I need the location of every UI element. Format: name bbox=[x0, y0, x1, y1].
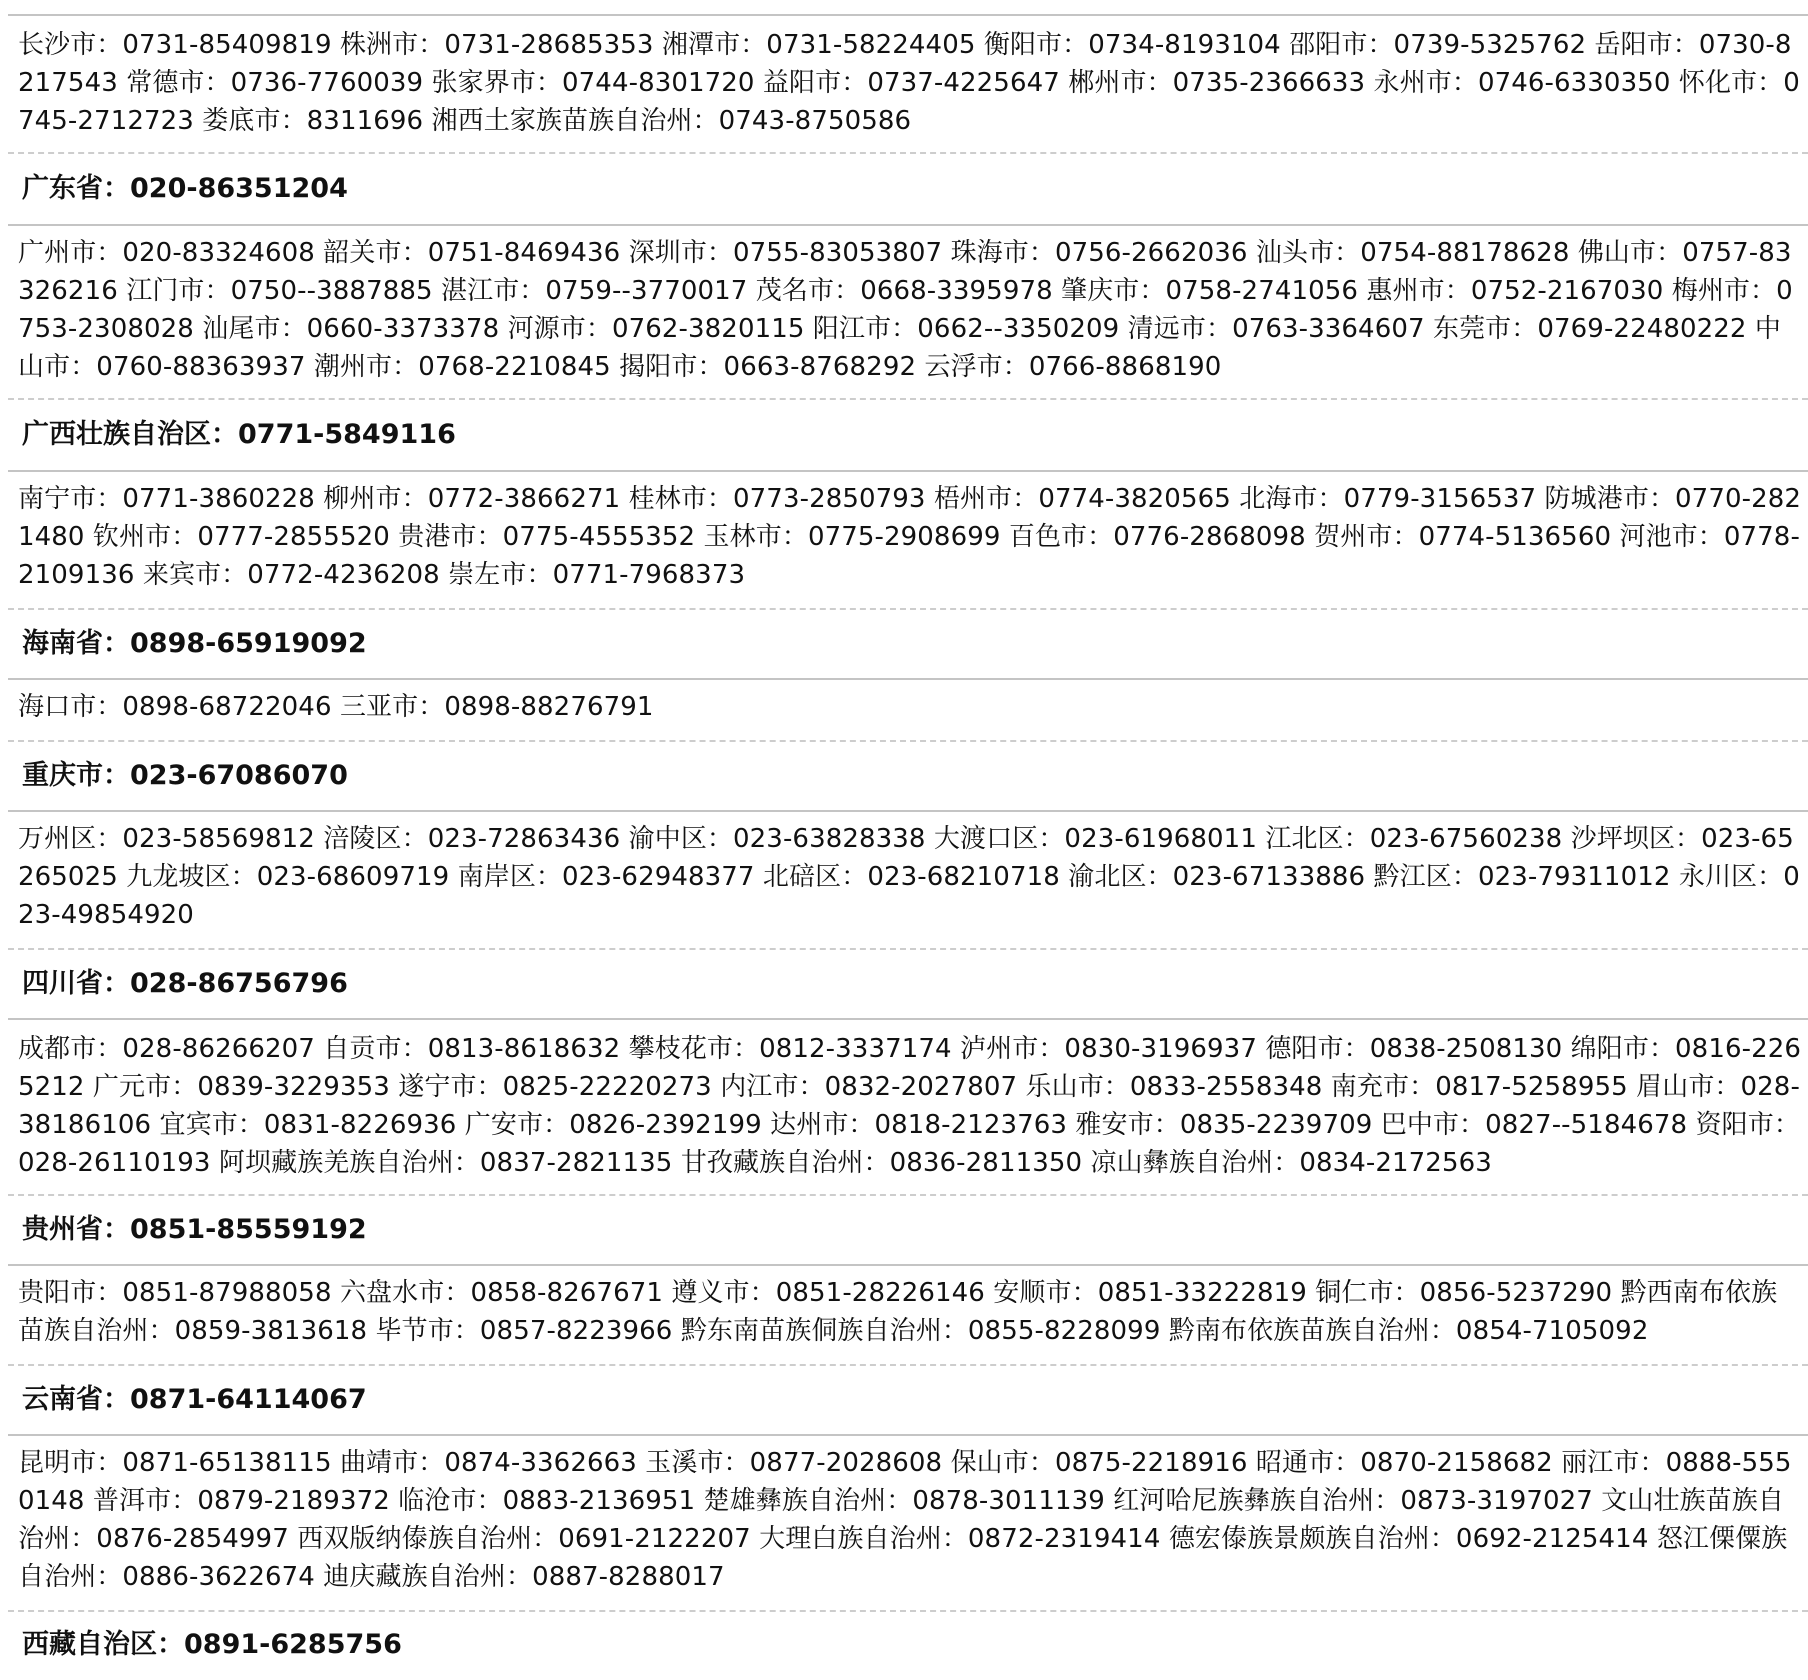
chongqing-heading bbox=[22, 757, 348, 795]
guangdong-cities-row bbox=[8, 226, 1808, 400]
sichuan-cities-row bbox=[8, 1020, 1808, 1196]
province-phone: 0871-64114067 bbox=[130, 1384, 367, 1415]
guangdong-heading bbox=[22, 170, 348, 208]
hunan-cities-text: 长沙市：0731-85409819 株洲市：0731-28685353 湘潭市：0731-58224405 衡阳市：0734-8193104 邵阳市：0739-5325762 岳阳市：0730-8217543 常德市：0736-7760039 张家界市：0744-8301720 益阳市：0737-4225647 郴州市：0735-2366633 永州市：0746-6330350 怀化市：0745-2712723 娄底市：8311696 湘西土家族苗族自治州：0743-8750586 bbox=[18, 30, 1800, 136]
hainan-header-row bbox=[8, 610, 1808, 680]
sichuan-cities-text: 成都市：028-86266207 自贡市：0813-8618632 攀枝花市：0812-3337174 泸州市：0830-3196937 德阳市：0838-2508130 绵阳市：0816-2265212 广元市：0839-3229353 遂宁市：0825-22220273 内江市：0832-2027807 乐山市：0833-2558348 南充市：0817-5258955 眉山市：028-38186106 宜宾市：0831-8226936 广安市：0826-2392199 达州市：0818-2123763 雅安市：0835-2239709 巴中市：0827--5184678 资阳市：028-26110193 阿坝藏族羌族自治州：0837-2821135 甘孜藏族自治州：0836-2811350 凉山彝族自治州：0834-2172563 bbox=[18, 1034, 1802, 1178]
province-phone: 020-86351204 bbox=[130, 173, 348, 204]
guangxi-cities-row bbox=[8, 472, 1808, 610]
guizhou-heading bbox=[22, 1211, 367, 1249]
province-phone: 0891-6285756 bbox=[184, 1629, 402, 1660]
hainan-heading bbox=[22, 625, 367, 663]
province-name: 海南省： bbox=[22, 628, 130, 659]
province-name: 广东省： bbox=[22, 173, 130, 204]
guangxi-heading bbox=[22, 416, 456, 454]
hainan-cities-text: 海口市：0898-68722046 三亚市：0898-88276791 bbox=[18, 692, 654, 722]
province-name: 四川省： bbox=[22, 968, 130, 999]
chongqing-header-row bbox=[8, 742, 1808, 812]
sichuan-header-row bbox=[8, 950, 1808, 1020]
province-phone: 023-67086070 bbox=[130, 760, 348, 791]
guangdong-header-row bbox=[8, 154, 1808, 226]
province-name: 重庆市： bbox=[22, 760, 130, 791]
province-name: 贵州省： bbox=[22, 1214, 130, 1245]
province-phone: 0771-5849116 bbox=[238, 419, 456, 450]
yunnan-heading bbox=[22, 1381, 367, 1419]
tibet-header-row bbox=[8, 1612, 1808, 1680]
guangxi-header-row bbox=[8, 400, 1808, 472]
province-name: 云南省： bbox=[22, 1384, 130, 1415]
province-phone: 0898-65919092 bbox=[130, 628, 367, 659]
hainan-cities-row bbox=[8, 680, 1808, 742]
hunan-cities-row bbox=[8, 16, 1808, 154]
sichuan-heading bbox=[22, 965, 348, 1003]
province-phone: 028-86756796 bbox=[130, 968, 348, 999]
yunnan-cities-row bbox=[8, 1436, 1808, 1612]
yunnan-header-row bbox=[8, 1366, 1808, 1436]
yunnan-cities-text: 昆明市：0871-65138115 曲靖市：0874-3362663 玉溪市：0877-2028608 保山市：0875-2218916 昭通市：0870-2158682 丽江市：0888-5550148 普洱市：0879-2189372 临沧市：0883-2136951 楚雄彝族自治州：0878-3011139 红河哈尼族彝族自治州：0873-3197027 文山壮族苗族自治州：0876-2854997 西双版纳傣族自治州：0691-2122207 大理白族自治州：0872-2319414 德宏傣族景颇族自治州：0692-2125414 怒江傈僳族自治州：0886-3622674 迪庆藏族自治州：0887-8288017 bbox=[18, 1448, 1792, 1592]
chongqing-cities-text: 万州区：023-58569812 涪陵区：023-72863436 渝中区：023-63828338 大渡口区：023-61968011 江北区：023-67560238 沙坪坝区：023-65265025 九龙坡区：023-68609719 南岸区：023-62948377 北碚区：023-68210718 渝北区：023-67133886 黔江区：023-79311012 永川区：023-49854920 bbox=[18, 824, 1800, 930]
guizhou-cities-text: 贵阳市：0851-87988058 六盘水市：0858-8267671 遵义市：0851-28226146 安顺市：0851-33222819 铜仁市：0856-5237290 黔西南布依族苗族自治州：0859-3813618 毕节市：0857-8223966 黔东南苗族侗族自治州：0855-8228099 黔南布依族苗族自治州：0854-7105092 bbox=[18, 1278, 1778, 1346]
guizhou-cities-row bbox=[8, 1266, 1808, 1366]
tibet-heading bbox=[22, 1626, 402, 1664]
province-phone: 0851-85559192 bbox=[130, 1214, 367, 1245]
province-name: 广西壮族自治区： bbox=[22, 419, 238, 450]
guizhou-header-row bbox=[8, 1196, 1808, 1266]
guangdong-cities-text: 广州市：020-83324608 韶关市：0751-8469436 深圳市：0755-83053807 珠海市：0756-2662036 汕头市：0754-88178628 佛山市：0757-83326216 江门市：0750--3887885 湛江市：0759--3770017 茂名市：0668-3395978 肇庆市：0758-2741056 惠州市：0752-2167030 梅州市：0753-2308028 汕尾市：0660-3373378 河源市：0762-3820115 阳江市：0662--3350209 清远市：0763-3364607 东莞市：0769-22480222 中山市：0760-88363937 潮州市：0768-2210845 揭阳市：0663-8768292 云浮市：0766-8868190 bbox=[18, 238, 1793, 382]
chongqing-cities-row bbox=[8, 812, 1808, 950]
guangxi-cities-text: 南宁市：0771-3860228 柳州市：0772-3866271 桂林市：0773-2850793 梧州市：0774-3820565 北海市：0779-3156537 防城港市：0770-2821480 钦州市：0777-2855520 贵港市：0775-4555352 玉林市：0775-2908699 百色市：0776-2868098 贺州市：0774-5136560 河池市：0778-2109136 来宾市：0772-4236208 崇左市：0771-7968373 bbox=[18, 484, 1802, 590]
province-name: 西藏自治区： bbox=[22, 1629, 184, 1660]
